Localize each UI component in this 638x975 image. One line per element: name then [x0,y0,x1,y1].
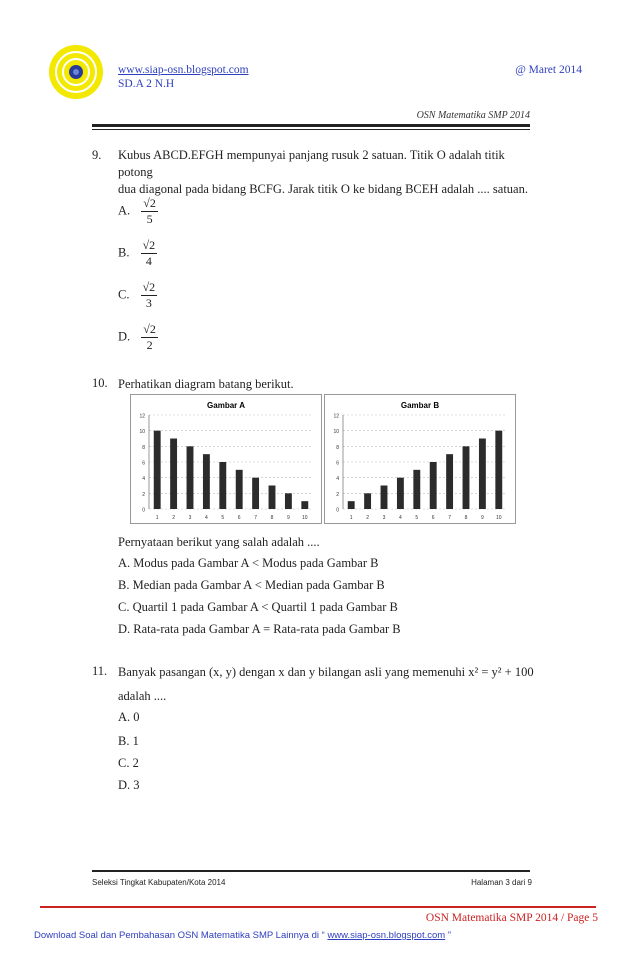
gambar-b-ytick-label: 12 [333,413,339,420]
gambar-b-ytick-label: 0 [336,507,339,514]
q11-option-d: D. 3 [118,778,140,792]
q10-option-b: B. Median pada Gambar A < Median pada Gambar B [118,578,385,592]
q10-option-c: C. Quartil 1 pada Gambar A < Quartil 1 pada Gambar B [118,600,398,614]
q10-statement: Pernyataan berikut yang salah adalah .... [118,535,320,549]
author-label: SD.A 2 N.H [118,78,175,90]
q10-option-d: D. Rata-rata pada Gambar A = Rata-rata pada Gambar B [118,622,401,636]
gambar-a-bar [203,454,210,509]
q9-option-c-num: √2 [142,280,156,294]
gambar-b-ytick-label: 4 [336,476,339,483]
q9-option-b [118,238,157,269]
download-link[interactable]: www.siap-osn.blogspot.com [327,930,446,941]
gambar-a-ytick-label: 12 [139,413,145,420]
download-line [34,930,451,941]
gambar-b-bar [364,493,371,509]
gambar-a-bar [187,446,194,509]
q9-option-b-den: 4 [145,254,152,268]
q9-option-b-num: √2 [142,238,156,252]
q10-text: Perhatikan diagram batang berikut. [118,377,294,391]
gambar-b-bar [397,478,404,509]
q9-option-a-den: 5 [146,212,153,226]
gambar-b-bar [430,462,437,509]
gambar-a-bar [236,470,243,509]
q9-option-c-label: C. [118,287,130,302]
q10-number: 10. [92,376,108,390]
q9-option-a-label: A. [118,203,131,218]
gambar-b-xtick-label: 4 [399,515,402,521]
logo-icon [48,44,104,100]
page-footer-rule [40,906,596,908]
gambar-a-bar [301,501,308,509]
gambar-b-xtick-label: 7 [448,515,451,521]
gambar-a-xtick-label: 4 [205,515,208,521]
gambar-a-ytick-label: 8 [142,444,145,451]
gambar-a-xtick-label: 6 [237,515,241,521]
gambar-b-bar [446,454,453,509]
q9-option-a-fraction [141,196,158,227]
gambar-a-xtick-label: 8 [270,515,274,521]
gambar-b-xtick-label: 2 [366,515,369,521]
gambar-a-bar [285,493,292,509]
gambar-b-xtick-label: 6 [431,515,435,521]
q10-option-a: A. Modus pada Gambar A < Modus pada Gambar B [118,556,379,570]
gambar-b-ytick-label: 8 [336,444,339,451]
q9-option-d-den: 2 [146,338,153,352]
gambar-a-ytick-label: 6 [142,460,145,467]
gambar-a-xtick-label: 10 [302,515,308,521]
gambar-b-xtick-label: 8 [464,515,468,521]
footer-rule [92,870,530,872]
q9-number: 9. [92,148,102,162]
q9-option-b-fraction [141,238,158,269]
q9-option-d-label: D. [118,329,131,344]
q9-option-c [118,280,157,311]
date-label: @ Maret 2014 [515,64,582,76]
q11-text2: adalah .... [118,689,167,703]
q9-option-a [118,196,158,227]
gambar-b-xtick-label: 3 [382,515,386,521]
gambar-a-xtick-label: 9 [287,515,290,521]
chart-gambar-b [324,394,516,524]
gambar-b-bar [348,501,355,509]
q9-option-b-label: B. [118,245,130,260]
q11-text: Banyak pasangan (x, y) dengan x dan y bilangan asli yang memenuhi x² = y² + 100 [118,665,534,679]
gambar-b-ytick-label: 10 [333,429,339,436]
gambar-b-ytick-label: 6 [336,460,339,467]
q9-option-d-fraction [141,322,158,353]
gambar-b-bar [381,486,388,510]
q9-option-a-num: √2 [143,196,156,210]
gambar-a-xtick-label: 5 [221,515,225,521]
gambar-b-bar [413,470,420,509]
gambar-a-bar [219,462,226,509]
gambar-b-title: Gambar B [400,401,440,410]
gambar-b-bar [463,446,470,509]
gambar-a-title: Gambar A [207,401,245,410]
header-rule-thin [92,129,530,130]
exam-title: OSN Matematika SMP 2014 [416,110,530,121]
gambar-b-xtick-label: 1 [349,515,353,521]
gambar-b-xtick-label: 9 [481,515,484,521]
q9-line2: dua diagonal pada bidang BCFG. Jarak titik O ke bidang BCEH adalah .... satuan. [118,182,528,196]
q11-number: 11. [92,664,108,678]
q9-option-c-fraction [141,280,158,311]
q9-line1: Kubus ABCD.EFGH mempunyai panjang rusuk 2 satuan. Titik O adalah titik potong [118,148,505,179]
gambar-b-xtick-label: 5 [415,515,419,521]
q9-text [118,147,538,198]
gambar-a-xtick-label: 1 [155,515,159,521]
q11-option-c: C. 2 [118,756,139,770]
q9-option-d-num: √2 [143,322,156,336]
download-suffix: ” [445,930,451,941]
chart-gambar-a [130,394,322,524]
footer-left: Seleksi Tingkat Kabupaten/Kota 2014 [92,878,226,887]
gambar-b-bar [479,439,486,510]
gambar-b-ytick-label: 2 [336,491,339,498]
gambar-a-bar [170,439,177,510]
gambar-a-xtick-label: 7 [254,515,257,521]
gambar-a-ytick-label: 4 [142,476,145,483]
download-prefix: Download Soal dan Pembahasan OSN Matematika SMP Lainnya di “ [34,930,328,941]
footer-right: Halaman 3 dari 9 [471,878,532,887]
gambar-a-bar [252,478,259,509]
gambar-a-ytick-label: 0 [142,507,145,514]
q9-option-c-den: 3 [145,296,152,310]
page-label: OSN Matematika SMP 2014 / Page 5 [425,912,598,924]
header-rule [92,124,530,127]
site-link[interactable]: www.siap-osn.blogspot.com [118,64,249,76]
gambar-a-ytick-label: 2 [142,491,145,498]
q11-option-b: B. 1 [118,734,139,748]
gambar-a-ytick-label: 10 [139,429,145,436]
gambar-a-xtick-label: 3 [188,515,192,521]
gambar-b-xtick-label: 10 [496,515,502,521]
gambar-a-xtick-label: 2 [172,515,175,521]
gambar-a-bar [154,431,161,509]
q11-option-a: A. 0 [118,710,140,724]
gambar-a-bar [269,486,276,510]
gambar-b-bar [495,431,502,509]
q9-option-d [118,322,158,353]
